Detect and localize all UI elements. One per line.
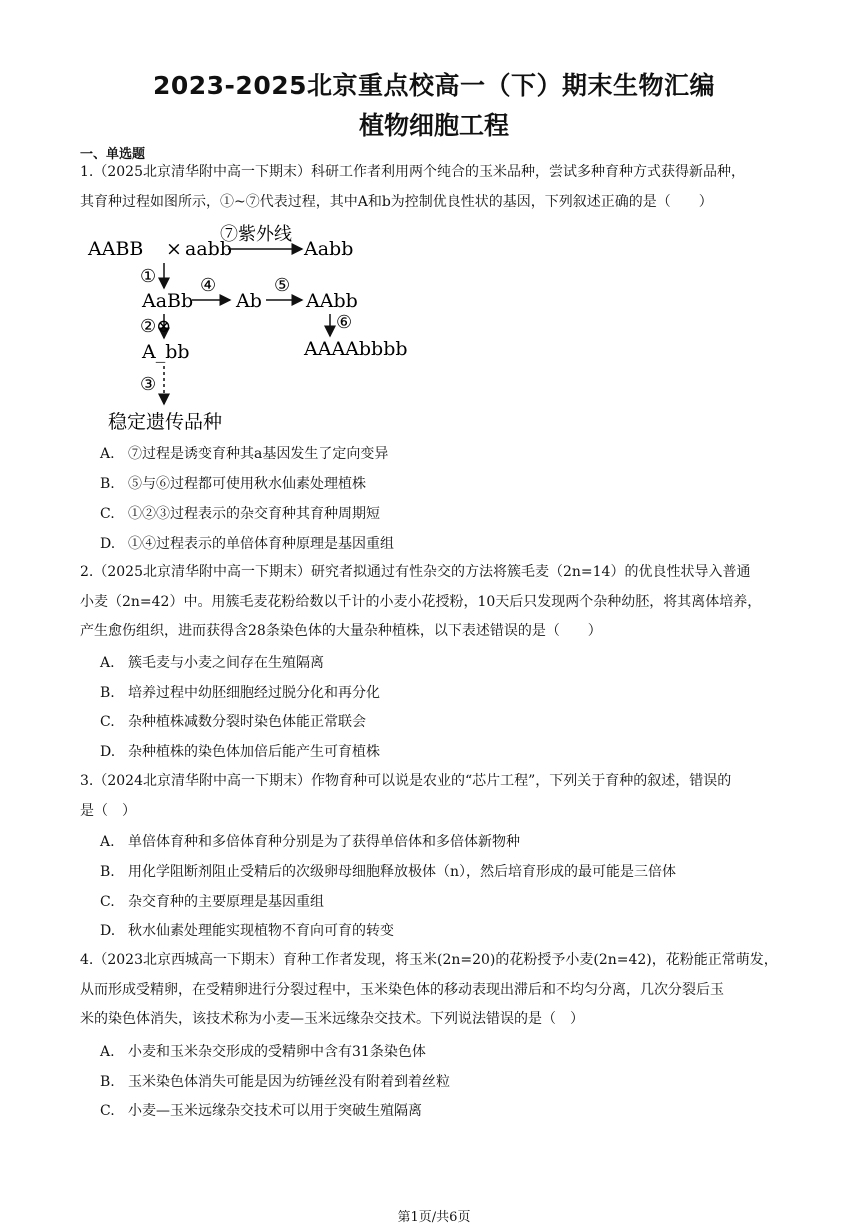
question-2-line-3: 产生愈伤组织，进而获得含28条染色体的大量杂种植株，以下表述错误的是（ ） xyxy=(80,623,602,639)
option-text: 单倍体育种和多倍体育种分别是为了获得单倍体和多倍体新物种 xyxy=(128,834,520,850)
question-3-option-a[interactable] xyxy=(100,832,520,852)
cross-symbol: × xyxy=(166,238,182,260)
option-text: 小麦—玉米远缘杂交技术可以用于突破生殖隔离 xyxy=(128,1103,422,1119)
option-label: A. xyxy=(100,446,115,462)
option-text: 秋水仙素处理能实现植物不育向可育的转变 xyxy=(128,923,394,939)
option-label: B. xyxy=(100,1074,115,1090)
question-2-option-a[interactable] xyxy=(100,653,324,673)
question-3-line-2: 是（ ） xyxy=(80,802,136,819)
question-2-option-d[interactable] xyxy=(100,742,380,762)
question-2-line-1: 2.（2025北京清华附中高一下期末）研究者拟通过有性杂交的方法将簇毛麦（2n=14）的优良性状导入普通 xyxy=(80,564,751,580)
question-4-line-1: 4.（2023北京西城高一下期末）育种工作者发现，将玉米(2n=20)的花粉授予小麦(2n=42)，花粉能正常萌发， xyxy=(80,952,778,968)
genotype-aabb-dh: AAbb xyxy=(306,290,358,312)
breeding-diagram xyxy=(80,218,440,438)
question-1-line-1: 1.（2025北京清华附中高一下期末）科研工作者利用两个纯合的玉米品种，尝试多种育种方式获得新品种， xyxy=(80,164,745,180)
step-3-label: ③ xyxy=(140,374,157,395)
step-7-label: ⑦紫外线 xyxy=(220,224,292,245)
option-text: 玉米染色体消失可能是因为纺锤丝没有附着到着丝粒 xyxy=(128,1074,450,1090)
option-label: C. xyxy=(100,1103,115,1119)
option-label: D. xyxy=(100,923,116,939)
stable-variety-label: 稳定遗传品种 xyxy=(108,411,223,433)
option-label: C. xyxy=(100,894,115,910)
genotype-aabb-result: Aabb xyxy=(304,238,354,260)
option-text: ①②③过程表示的杂交育种其育种周期短 xyxy=(128,506,380,522)
question-3-option-c[interactable] xyxy=(100,892,324,912)
question-1-option-d[interactable] xyxy=(100,534,394,554)
option-label: C. xyxy=(100,506,115,522)
option-label: B. xyxy=(100,685,115,701)
option-text: ⑤与⑥过程都可使用秋水仙素处理植株 xyxy=(128,476,366,492)
option-text: 杂交育种的主要原理是基因重组 xyxy=(128,894,324,910)
question-3-option-b[interactable] xyxy=(100,862,676,882)
option-text: 簇毛麦与小麦之间存在生殖隔离 xyxy=(128,655,324,671)
option-label: A. xyxy=(100,655,115,671)
question-4-line-3: 米的染色体消失，该技术称为小麦—玉米远缘杂交技术。下列说法错误的是（ ） xyxy=(80,1011,584,1027)
option-text: 用化学阻断剂阻止受精后的次级卵母细胞释放极体（n），然后培育形成的最可能是三倍体 xyxy=(128,864,677,880)
question-4-option-b[interactable] xyxy=(100,1072,450,1092)
genotype-aabb-f1: AaBb xyxy=(142,290,194,312)
question-3-stem xyxy=(80,767,792,826)
option-text: 小麦和玉米杂交形成的受精卵中含有31条染色体 xyxy=(128,1044,426,1060)
question-2-line-2: 小麦（2n=42）中。用簇毛麦花粉给数以千计的小麦小花授粉，10天后只发现两个杂种幼胚，将其离体培养， xyxy=(80,593,762,610)
step-4-label: ④ xyxy=(200,275,217,296)
option-label: B. xyxy=(100,864,115,880)
genotype-aaaabbbb: AAAAbbbb xyxy=(304,338,408,360)
question-3-line-1: 3.（2024北京清华附中高一下期末）作物育种可以说是农业的“芯片工程”，下列关于育种的叙述，错误的 xyxy=(80,773,732,789)
question-4-line-2: 从而形成受精卵，在受精卵进行分裂过程中，玉米染色体的移动表现出滞后和不均匀分离，几次分裂后玉 xyxy=(80,981,724,998)
section-heading: 一、单选题 xyxy=(80,147,146,162)
question-2-option-b[interactable] xyxy=(100,683,380,703)
step-5-label: ⑤ xyxy=(274,275,291,296)
question-1-option-a[interactable] xyxy=(100,444,388,464)
option-label: A. xyxy=(100,1044,115,1060)
page-number: 第1页/共6页 xyxy=(397,1210,471,1225)
option-label: B. xyxy=(100,476,115,492)
page-title: 2023-2025北京重点校高一（下）期末生物汇编 xyxy=(152,71,716,100)
genotype-aabb-other: aabb xyxy=(185,238,232,260)
question-4-option-a[interactable] xyxy=(100,1042,426,1062)
question-3-option-d[interactable] xyxy=(100,921,394,941)
page-subtitle: 植物细胞工程 xyxy=(358,111,509,140)
option-text: ①④过程表示的单倍体育种原理是基因重组 xyxy=(128,536,394,552)
option-label: C. xyxy=(100,714,115,730)
question-2-option-c[interactable] xyxy=(100,712,366,732)
step-2-label: ②⊗ xyxy=(140,316,172,337)
question-1-line-2: 其育种过程如图所示，①~⑦代表过程，其中A和b为控制优良性状的基因，下列叙述正确的是（ ） xyxy=(80,193,713,210)
genotype-a-bb: A_bb xyxy=(142,341,190,363)
question-1-option-c[interactable] xyxy=(100,504,380,524)
question-2-stem xyxy=(80,558,792,647)
genotype-ab: Ab xyxy=(236,290,262,312)
question-4-option-c[interactable] xyxy=(100,1101,422,1121)
option-text: 杂种植株减数分裂时染色体能正常联会 xyxy=(128,714,366,730)
question-1-stem xyxy=(80,158,792,217)
option-label: A. xyxy=(100,834,115,850)
option-text: 培养过程中幼胚细胞经过脱分化和再分化 xyxy=(128,685,380,701)
question-4-stem xyxy=(80,946,792,1035)
question-1-option-b[interactable] xyxy=(100,474,366,494)
step-1-label: ① xyxy=(140,266,157,287)
step-6-label: ⑥ xyxy=(336,312,353,333)
option-text: ⑦过程是诱变育种其a基因发生了定向变异 xyxy=(128,446,389,462)
option-label: D. xyxy=(100,536,116,552)
option-text: 杂种植株的染色体加倍后能产生可育植株 xyxy=(128,744,380,760)
option-label: D. xyxy=(100,744,116,760)
genotype-aabb-parent: AABB xyxy=(88,238,144,260)
